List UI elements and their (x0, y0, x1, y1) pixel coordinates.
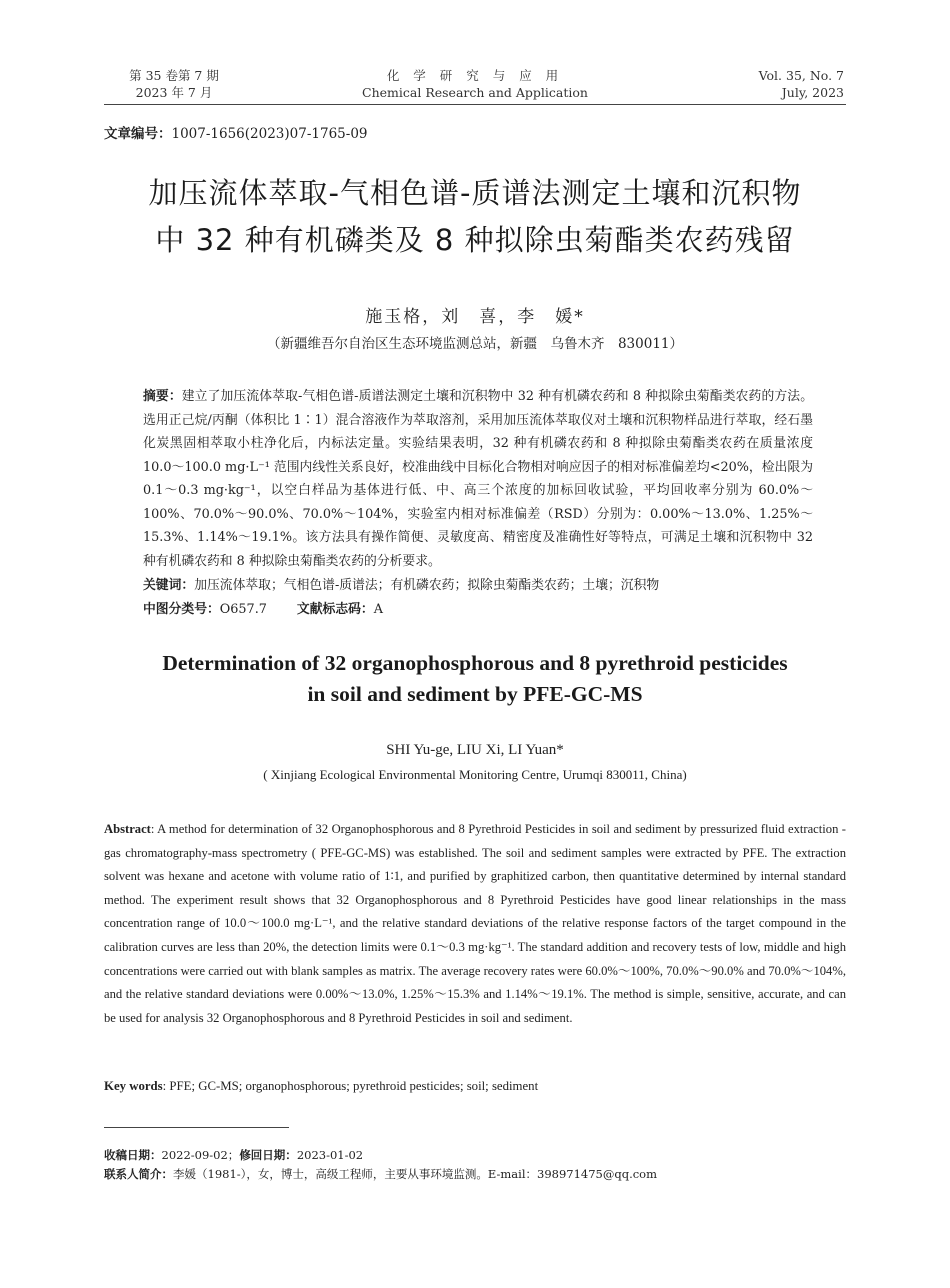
classification-label: 中图分类号： (143, 602, 220, 617)
header-date-en: July, 2023 (781, 85, 844, 100)
header-volume-en: Vol. 35, No. 7 (758, 68, 844, 83)
received-label: 收稿日期： (104, 1148, 162, 1162)
contact-value: 李媛（1981-），女，博士，高级工程师，主要从事环境监测。E-mail：398971475@qq.com (173, 1167, 658, 1181)
header-date-cn: 2023 年 7 月 (135, 85, 213, 100)
authors-cn: 施玉格，刘 喜，李 媛* (365, 307, 585, 327)
footnote-contact (104, 1165, 657, 1183)
title-cn-line1: 加压流体萃取-气相色谱-质谱法测定土壤和沉积物 (148, 176, 802, 210)
header-volume (104, 67, 244, 101)
keywords-en (104, 1079, 846, 1094)
article-number (104, 122, 368, 142)
header-volume-en-block (700, 67, 844, 101)
title-cn-line2: 中 32 种有机磷类及 8 种拟除虫菊酯类农药残留 (155, 223, 795, 257)
keywords-cn-text: 加压流体萃取；气相色谱-质谱法；有机磷农药；拟除虫菊酯类农药；土壤；沉积物 (194, 578, 660, 593)
header-journal (300, 67, 650, 101)
authors-en: SHI Yu-ge, LIU Xi, LI Yuan* (386, 742, 564, 758)
abstract-en-label: Abstract (104, 822, 151, 836)
keywords-cn (143, 574, 813, 598)
abstract-en (104, 818, 846, 1030)
title-en-line2: in soil and sediment by PFE-GC-MS (307, 682, 643, 706)
keywords-en-label: Key words (104, 1079, 163, 1093)
header-volume-cn: 第 35 卷第 7 期 (129, 68, 219, 83)
footnote-divider (104, 1127, 289, 1128)
header-divider (104, 104, 846, 105)
classification-cn (143, 598, 813, 622)
document-code-value: A (373, 602, 383, 617)
keywords-cn-label: 关键词： (143, 578, 195, 593)
article-number-value: 1007-1656(2023)07-1765-09 (171, 126, 368, 142)
revised-value: 2023-01-02 (296, 1148, 364, 1162)
classification-value: O657.7 (219, 602, 267, 617)
abstract-cn-text: 建立了加压流体萃取-气相色谱-质谱法测定土壤和沉积物中 32 种有机磷农药和 8 种拟除虫菊酯类农药的方法。选用正己烷/丙酮（体积比 1∶1）混合溶液作为萃取溶剂，采用加压流体萃取仪对土壤和沉积物样品进行萃取，经石墨化炭黑固相萃取小柱净化后，内标法定量。实验结果表明，32 种有机磷农药和 8 种拟除虫菊酯类农药在质量浓度 10.0～100.0 mg·L⁻¹ 范围内线性关系良好，校准曲线中目标化合物相对响应因子的相对标准偏差均<20%，检出限为 0.1～0.3 mg·kg⁻¹，以空白样品为基体进行低、中、高三个浓度的加标回收试验，平均回收率分别为 60.0%～100%、70.0%～90.0%、70.0%～104%，实验室内相对标准偏差（RSD）分别为：0.00%～13.0%、1.25%～15.3%、1.14%～19.1%。该方法具有操作简便、灵敏度高、精密度及准确性好等特点，可满足土壤和沉积物中 32 种有机磷农药和 8 种拟除虫菊酯类农药的分析要求。 (143, 389, 813, 569)
header-journal-cn: 化 学 研 究 与 应 用 (386, 68, 564, 83)
contact-label: 联系人简介： (104, 1167, 173, 1181)
document-code-label: 文献标志码： (296, 602, 374, 617)
article-number-label: 文章编号： (104, 126, 172, 142)
title-en-line1: Determination of 32 organophosphorous and 8 pyrethroid pesticides (162, 651, 788, 675)
affiliation-en: ( Xinjiang Ecological Environmental Monitoring Centre, Urumqi 830011, China) (263, 767, 687, 782)
title-en (100, 648, 850, 710)
revised-label: 修回日期： (239, 1148, 297, 1162)
received-value: 2022-09-02； (161, 1148, 240, 1162)
header-journal-en: Chemical Research and Application (362, 85, 588, 100)
abstract-cn-label: 摘要： (143, 389, 182, 404)
title-cn (60, 170, 890, 264)
affiliation-cn: （新疆维吾尔自治区生态环境监测总站，新疆 乌鲁木齐 830011） (266, 336, 684, 352)
abstract-en-text: : A method for determination of 32 Organophosphorous and 8 Pyrethroid Pesticides in soil and sediment by pressurized fluid extraction -gas chromatography-mass spectrometry ( PFE-GC-MS) was established. The soil and sediment samples were extracted by PFE. The extraction solvent was hexane and acetone with volume ratio of 1∶1, and purified by graphitized carbon, then quantitative determined by internal standard method. The experiment result shows that 32 Organophosphorous and 8 Pyrethroid Pesticides have good linear relationships in the mass concentration range of 10.0～100.0 mg·L⁻¹, and the relative standard deviations of the relative response factors of the target compound in the calibration curves are less than 20%, the detection limits were 0.1～0.3 mg·kg⁻¹. The standard addition and recovery tests of low, middle and high concentrations were carried out with blank samples as matrix. The average recovery rates were 60.0%～100%, 70.0%～90.0% and 70.0%～104%, and the relative standard deviations were 0.00%～13.0%, 1.25%～15.3% and 1.14%～19.1%. The method is simple, sensitive, accurate, and can be used for analysis 32 Organophosphorous and 8 Pyrethroid Pesticides in soil and sediment. (104, 822, 846, 1025)
footnote-dates (104, 1146, 363, 1164)
keywords-en-text: : PFE; GC-MS; organophosphorous; pyrethroid pesticides; soil; sediment (162, 1079, 539, 1093)
abstract-cn (143, 385, 813, 573)
